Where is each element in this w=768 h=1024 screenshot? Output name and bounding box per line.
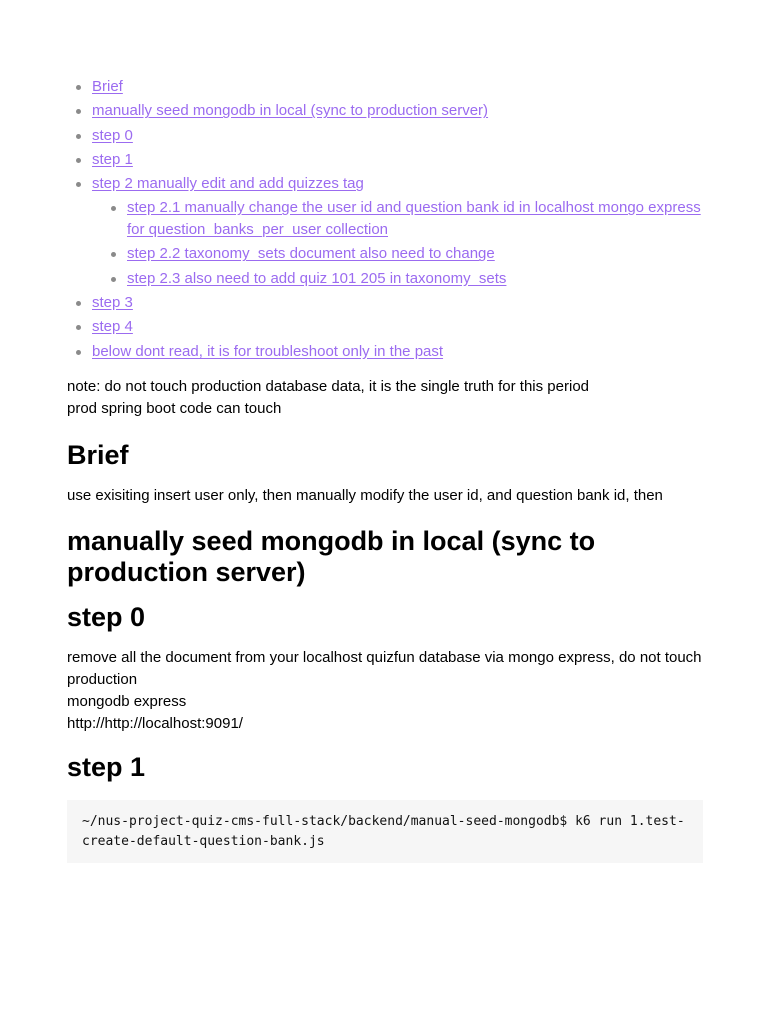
step-0-instruction: remove all the document from your localhost quizfun database via mongo express, do not touch production <box>67 648 702 688</box>
toc-link-step-2-2[interactable]: step 2.2 taxonomy_sets document also need to change <box>127 245 495 263</box>
toc-link-brief[interactable]: Brief <box>92 78 123 95</box>
toc-item-step-2 <box>92 173 703 290</box>
toc-link-step-2-3[interactable]: step 2.3 also need to add quiz 101 205 in taxonomy_sets <box>127 269 507 287</box>
toc-link-step-1[interactable]: step 1 <box>92 150 133 168</box>
heading-step-1: step 1 <box>67 751 146 782</box>
production-note <box>67 376 703 420</box>
note-line-2: prod spring boot code can touch <box>67 399 282 417</box>
brief-text: use exisiting insert user only, then manually modify the user id, and question bank id, then <box>67 486 663 504</box>
toc-item-troubleshoot <box>92 341 703 363</box>
heading-brief: Brief <box>67 439 129 470</box>
toc-link-step-3[interactable]: step 3 <box>92 294 133 312</box>
toc-item-manual-seed <box>92 100 703 122</box>
toc-sublist-step-2 <box>92 197 703 290</box>
toc-item-step-2-3 <box>127 268 703 290</box>
toc-item-step-1 <box>92 149 703 171</box>
toc-link-step-0[interactable]: step 0 <box>92 126 133 144</box>
toc-link-step-2[interactable]: step 2 manually edit and add quizzes tag <box>92 175 364 193</box>
toc-item-step-3 <box>92 292 703 314</box>
toc-link-manual-seed[interactable]: manually seed mongodb in local (sync to production server) <box>92 102 489 120</box>
toc-item-step-0 <box>92 125 703 147</box>
heading-manual-seed: manually seed mongodb in local (sync to production server) <box>67 525 596 587</box>
step-0-tool-name: mongodb express <box>67 692 187 710</box>
code-block-step-1: ~/nus-project-quiz-cms-full-stack/backend/manual-seed-mongodb$ k6 run 1.test-create-default-question-bank.js <box>67 800 703 863</box>
toc-item-step-2-1 <box>127 197 703 241</box>
document-page <box>67 76 703 863</box>
note-line-1: note: do not touch production database data, it is the single truth for this period <box>67 377 590 395</box>
toc-item-step-2-2 <box>127 243 703 265</box>
toc-item-step-4 <box>92 316 703 338</box>
step-0-url: http://http://localhost:9091/ <box>67 714 243 732</box>
toc-link-step-2-1[interactable]: step 2.1 manually change the user id and question bank id in localhost mongo express for question_banks_per_user collection <box>127 199 701 239</box>
toc-link-step-4[interactable]: step 4 <box>92 318 133 336</box>
toc-item-brief <box>92 76 703 98</box>
table-of-contents <box>67 76 703 363</box>
heading-step-0: step 0 <box>67 601 146 632</box>
toc-link-troubleshoot[interactable]: below dont read, it is for troubleshoot only in the past <box>92 342 444 360</box>
